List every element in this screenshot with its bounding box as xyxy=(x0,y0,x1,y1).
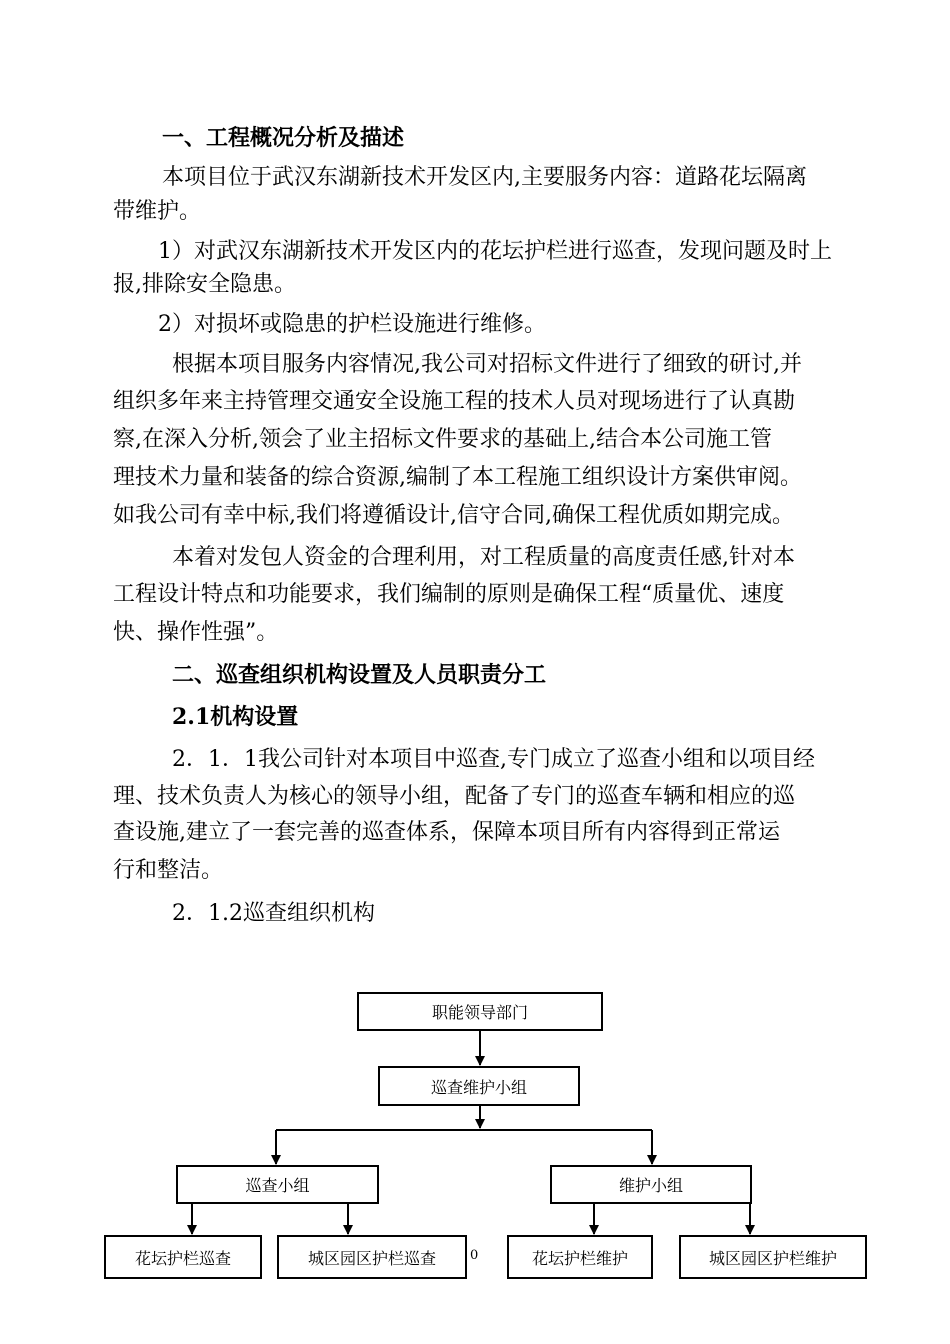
paragraph-line: 理技术力量和装备的综合资源,编制了本工程施工组织设计方案供审阅。 xyxy=(113,465,802,490)
paragraph-line: 本项目位于武汉东湖新技术开发区内,主要服务内容：道路花坛隔离 xyxy=(162,165,807,190)
paragraph-line: 行和整洁。 xyxy=(113,858,224,883)
paragraph-line: 察,在深入分析,领会了业主招标文件要求的基础上,结合本公司施工管 xyxy=(113,427,772,452)
org-box-flowerbed-maintenance: 花坛护栏维护 xyxy=(507,1235,653,1279)
paragraph-line: 2．1．1我公司针对本项目中巡查,专门成立了巡查小组和以项目经 xyxy=(172,747,815,772)
paragraph-line: 工程设计特点和功能要求，我们编制的原则是确保工程“质量优、速度 xyxy=(113,582,785,607)
paragraph-line: 理、技术负责人为核心的领导小组，配备了专门的巡查车辆和相应的巡 xyxy=(113,784,796,809)
org-box-urban-park-patrol: 城区园区护栏巡查 xyxy=(277,1235,467,1279)
org-box-flowerbed-patrol: 花坛护栏巡查 xyxy=(104,1235,262,1279)
paragraph-line: 如我公司有幸中标,我们将遵循设计,信守合同,确保工程优质如期完成。 xyxy=(113,503,794,528)
section-heading-2: 二、巡查组织机构设置及人员职责分工 xyxy=(172,662,547,688)
paragraph-line: 带维护。 xyxy=(113,199,202,224)
paragraph-line: 组织多年来主持管理交通安全设施工程的技术人员对现场进行了认真勘 xyxy=(113,389,796,414)
org-box-patrol-maintenance-team: 巡查维护小组 xyxy=(378,1066,580,1106)
org-box-patrol-group: 巡查小组 xyxy=(176,1165,379,1204)
org-box-urban-park-maintenance: 城区园区护栏维护 xyxy=(679,1235,867,1279)
paragraph-line: 1）对武汉东湖新技术开发区内的花坛护栏进行巡查，发现问题及时上 xyxy=(158,239,832,264)
paragraph-line: 快、操作性强”。 xyxy=(113,620,279,645)
paragraph-line: 根据本项目服务内容情况,我公司对招标文件进行了细致的研讨,并 xyxy=(172,352,802,377)
section-heading-1: 一、工程概况分析及描述 xyxy=(162,125,405,151)
paragraph-line: 本着对发包人资金的合理利用，对工程质量的高度责任感,针对本 xyxy=(172,545,795,570)
paragraph-line: 2．1.2巡查组织机构 xyxy=(172,901,375,926)
subsection-heading: 2.1机构设置 xyxy=(172,704,299,730)
org-box-leadership-department: 职能领导部门 xyxy=(357,992,603,1031)
page-number: 0 xyxy=(470,1248,479,1263)
paragraph-line: 查设施,建立了一套完善的巡查体系，保障本项目所有内容得到正常运 xyxy=(113,820,780,845)
paragraph-line: 报,排除安全隐患。 xyxy=(113,272,296,297)
org-box-maintenance-group: 维护小组 xyxy=(550,1165,752,1204)
paragraph-line: 2）对损坏或隐患的护栏设施进行维修。 xyxy=(158,312,546,337)
